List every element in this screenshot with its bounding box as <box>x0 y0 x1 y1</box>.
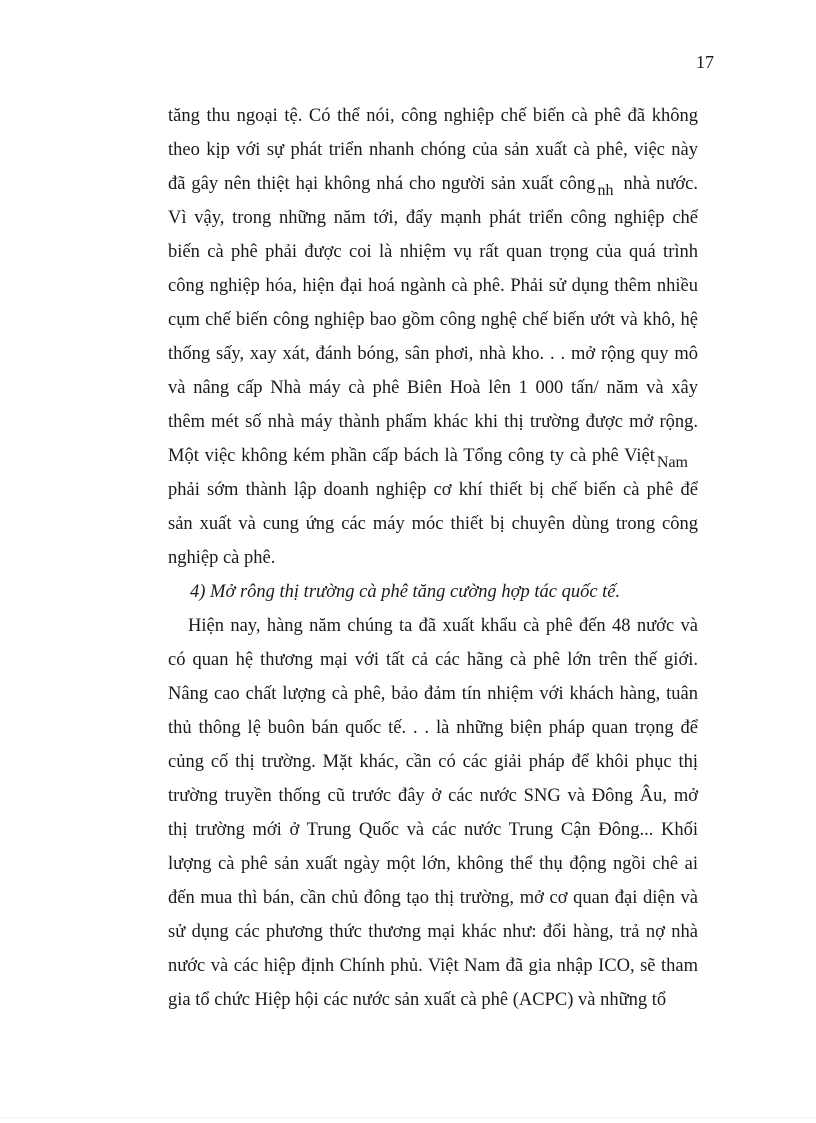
text-line: thị trường mới ở Trung Quốc và các nước Trung Cận Đông... Khối <box>168 820 698 840</box>
text-line: tăng thu ngoại tệ. Có thể nói, công nghiệp chế biến cà phê đã không <box>168 106 698 126</box>
subscript-fragment: nh <box>597 182 614 199</box>
text-line: và nâng cấp Nhà máy cà phê Biên Hoà lên 1 000 tấn/ năm và xây <box>168 378 698 398</box>
text-line: gia tổ chức Hiệp hội các nước sản xuất cà phê (ACPC) và những tổ <box>168 990 667 1010</box>
page-body <box>168 99 698 1017</box>
text-line: củng cố thị trường. Mặt khác, cần có các giải pháp để khôi phục thị <box>168 752 698 772</box>
text-line: thủ thông lệ buôn bán quốc tế. . . là những biện pháp quan trọng để <box>168 718 698 738</box>
text-line: biến cà phê phải được coi là nhiệm vụ rất quan trọng của quá trình <box>168 242 698 262</box>
text-line-with-subscript <box>168 167 698 201</box>
text-line: sản xuất và cung ứng các máy móc thiết bị chuyên dùng trong công <box>168 514 698 534</box>
text-line: thống sấy, xay xát, đánh bóng, sân phơi, nhà kho. . . mở rộng quy mô <box>168 344 698 364</box>
page-number: 17 <box>696 52 714 72</box>
section-heading: 4) Mở rông thị trường cà phê tăng cường hợp tác quốc tế. <box>190 582 621 602</box>
text-line: phải sớm thành lập doanh nghiệp cơ khí thiết bị chế biến cà phê để <box>168 480 698 500</box>
text-line: theo kịp với sự phát triển nhanh chóng của sản xuất cà phê, việc này <box>168 140 698 160</box>
text-line: công nghiệp hóa, hiện đại hoá ngành cà phê. Phải sử dụng thêm nhiều <box>168 276 698 296</box>
page-bottom-divider <box>0 1117 816 1118</box>
text-line: cụm chế biến công nghiệp bao gồm công nghệ chế biến ướt và khô, hệ <box>168 310 698 330</box>
text-line-with-subscript <box>168 439 698 473</box>
text-line: đến mua thì bán, cần chủ đông tạo thị trường, mở cơ quan đại diện và <box>168 888 698 908</box>
text-segment: nhà nước. <box>623 174 698 194</box>
text-line: nghiệp cà phê. <box>168 548 276 568</box>
text-line: Nâng cao chất lượng cà phê, bảo đảm tín nhiệm với khách hàng, tuân <box>168 684 698 704</box>
text-line: Vì vậy, trong những năm tới, đẩy mạnh phát triển công nghiệp chế <box>168 208 698 228</box>
text-line: nước và các hiệp định Chính phủ. Việt Nam đã gia nhập ICO, sẽ tham <box>168 956 698 976</box>
text-line: có quan hệ thương mại với tất cả các hãng cà phê lớn trên thế giới. <box>168 650 698 670</box>
text-line: sử dụng các phương thức thương mại khác như: đổi hàng, trả nợ nhà <box>168 922 698 942</box>
text-line: trường truyền thống cũ trước đây ở các nước SNG và Đông Âu, mở <box>168 786 698 806</box>
subscript-fragment: Nam <box>656 454 688 471</box>
text-line: thêm mét số nhà máy thành phẩm khác khi thị trường được mở rộng. <box>168 412 698 432</box>
text-segment: Một việc không kém phần cấp bách là Tổng công ty cà phê Việt <box>168 446 655 466</box>
text-line: lượng cà phê sản xuất ngày một lớn, không thể thụ động ngồi chê ai <box>168 854 698 874</box>
text-line: Hiện nay, hàng năm chúng ta đã xuất khẩu cà phê đến 48 nước và <box>188 616 698 636</box>
text-segment: đã gây nên thiệt hại không nhá cho người sản xuất công <box>168 174 596 194</box>
